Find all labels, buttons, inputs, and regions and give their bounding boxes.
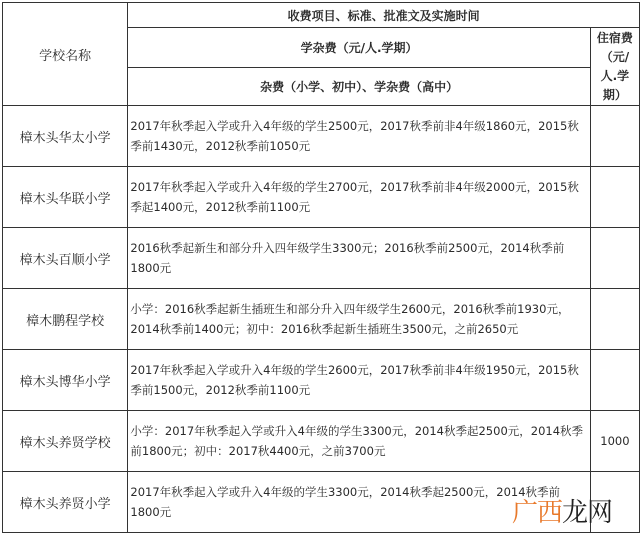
table-row xyxy=(3,228,640,289)
boarding-header-line: 人.学 xyxy=(600,68,630,83)
boarding-cell xyxy=(590,167,639,228)
watermark-char: 网 xyxy=(587,498,613,528)
header-row-top xyxy=(3,3,640,28)
boarding-header-line: 期） xyxy=(602,87,627,102)
watermark-char: 广 xyxy=(512,498,538,528)
fee-items-header: 收费项目、标准、批准文及实施时间 xyxy=(128,3,640,28)
school-name-cell: 樟木头百顺小学 xyxy=(3,228,128,289)
site-watermark xyxy=(512,500,612,526)
fee-cell: 2017年秋季起入学或升入4年级的学生2700元，2017秋季前非4年级2000元，2015秋季起1400元，2012秋季前1100元 xyxy=(128,167,590,228)
boarding-cell xyxy=(590,289,639,350)
table-row xyxy=(3,289,640,350)
tuition-header: 学杂费（元/人.学期） xyxy=(128,28,590,68)
tuition-subheader: 杂费（小学、初中）、学杂费（高中） xyxy=(128,68,590,106)
fee-cell: 小学：2017年秋季起入学或升入4年级的学生3300元，2014秋季起2500元，2014秋季前1800元；初中：2017秋4400元，之前3700元 xyxy=(128,411,590,472)
fee-table xyxy=(2,2,640,533)
fee-cell: 2016秋季起新生和部分升入四年级学生3300元；2016秋季前2500元，2014秋季前1800元 xyxy=(128,228,590,289)
watermark-char: 龙 xyxy=(562,498,588,528)
boarding-cell: 1000 xyxy=(590,411,639,472)
boarding-cell xyxy=(590,106,639,167)
boarding-cell xyxy=(590,350,639,411)
watermark-char: 西 xyxy=(537,498,563,528)
school-name-cell: 樟木头养贤小学 xyxy=(3,472,128,533)
boarding-header-line: 住宿费 xyxy=(596,30,633,45)
table-row xyxy=(3,167,640,228)
fee-cell: 小学：2016秋季起新生插班生和部分升入四年级学生2600元，2016秋季前1930元，2014秋季前1400元；初中：2016秋季起新生插班生3500元，之前2650元 xyxy=(128,289,590,350)
fee-cell: 2017年秋季起入学或升入4年级的学生2500元，2017秋季前非4年级1860元，2015秋季前1430元，2012秋季前1050元 xyxy=(128,106,590,167)
boarding-fee-header xyxy=(590,28,639,106)
school-name-cell: 樟木头博华小学 xyxy=(3,350,128,411)
fee-cell: 2017年秋季起入学或升入4年级的学生2600元，2017秋季前非4年级1950元，2015秋季前1500元，2012秋季前1100元 xyxy=(128,350,590,411)
school-name-cell: 樟木鹏程学校 xyxy=(3,289,128,350)
boarding-cell xyxy=(590,228,639,289)
school-name-header: 学校名称 xyxy=(3,3,128,106)
school-name-cell: 樟木头华太小学 xyxy=(3,106,128,167)
fee-cell: 2017年秋季起入学或升入4年级的学生3300元，2014秋季起2500元，2014秋季前1800元 xyxy=(128,472,590,533)
boarding-header-line: （元/ xyxy=(600,49,630,64)
table-row xyxy=(3,106,640,167)
school-name-cell: 樟木头养贤学校 xyxy=(3,411,128,472)
school-name-cell: 樟木头华联小学 xyxy=(3,167,128,228)
table-row xyxy=(3,411,640,472)
table-row xyxy=(3,350,640,411)
